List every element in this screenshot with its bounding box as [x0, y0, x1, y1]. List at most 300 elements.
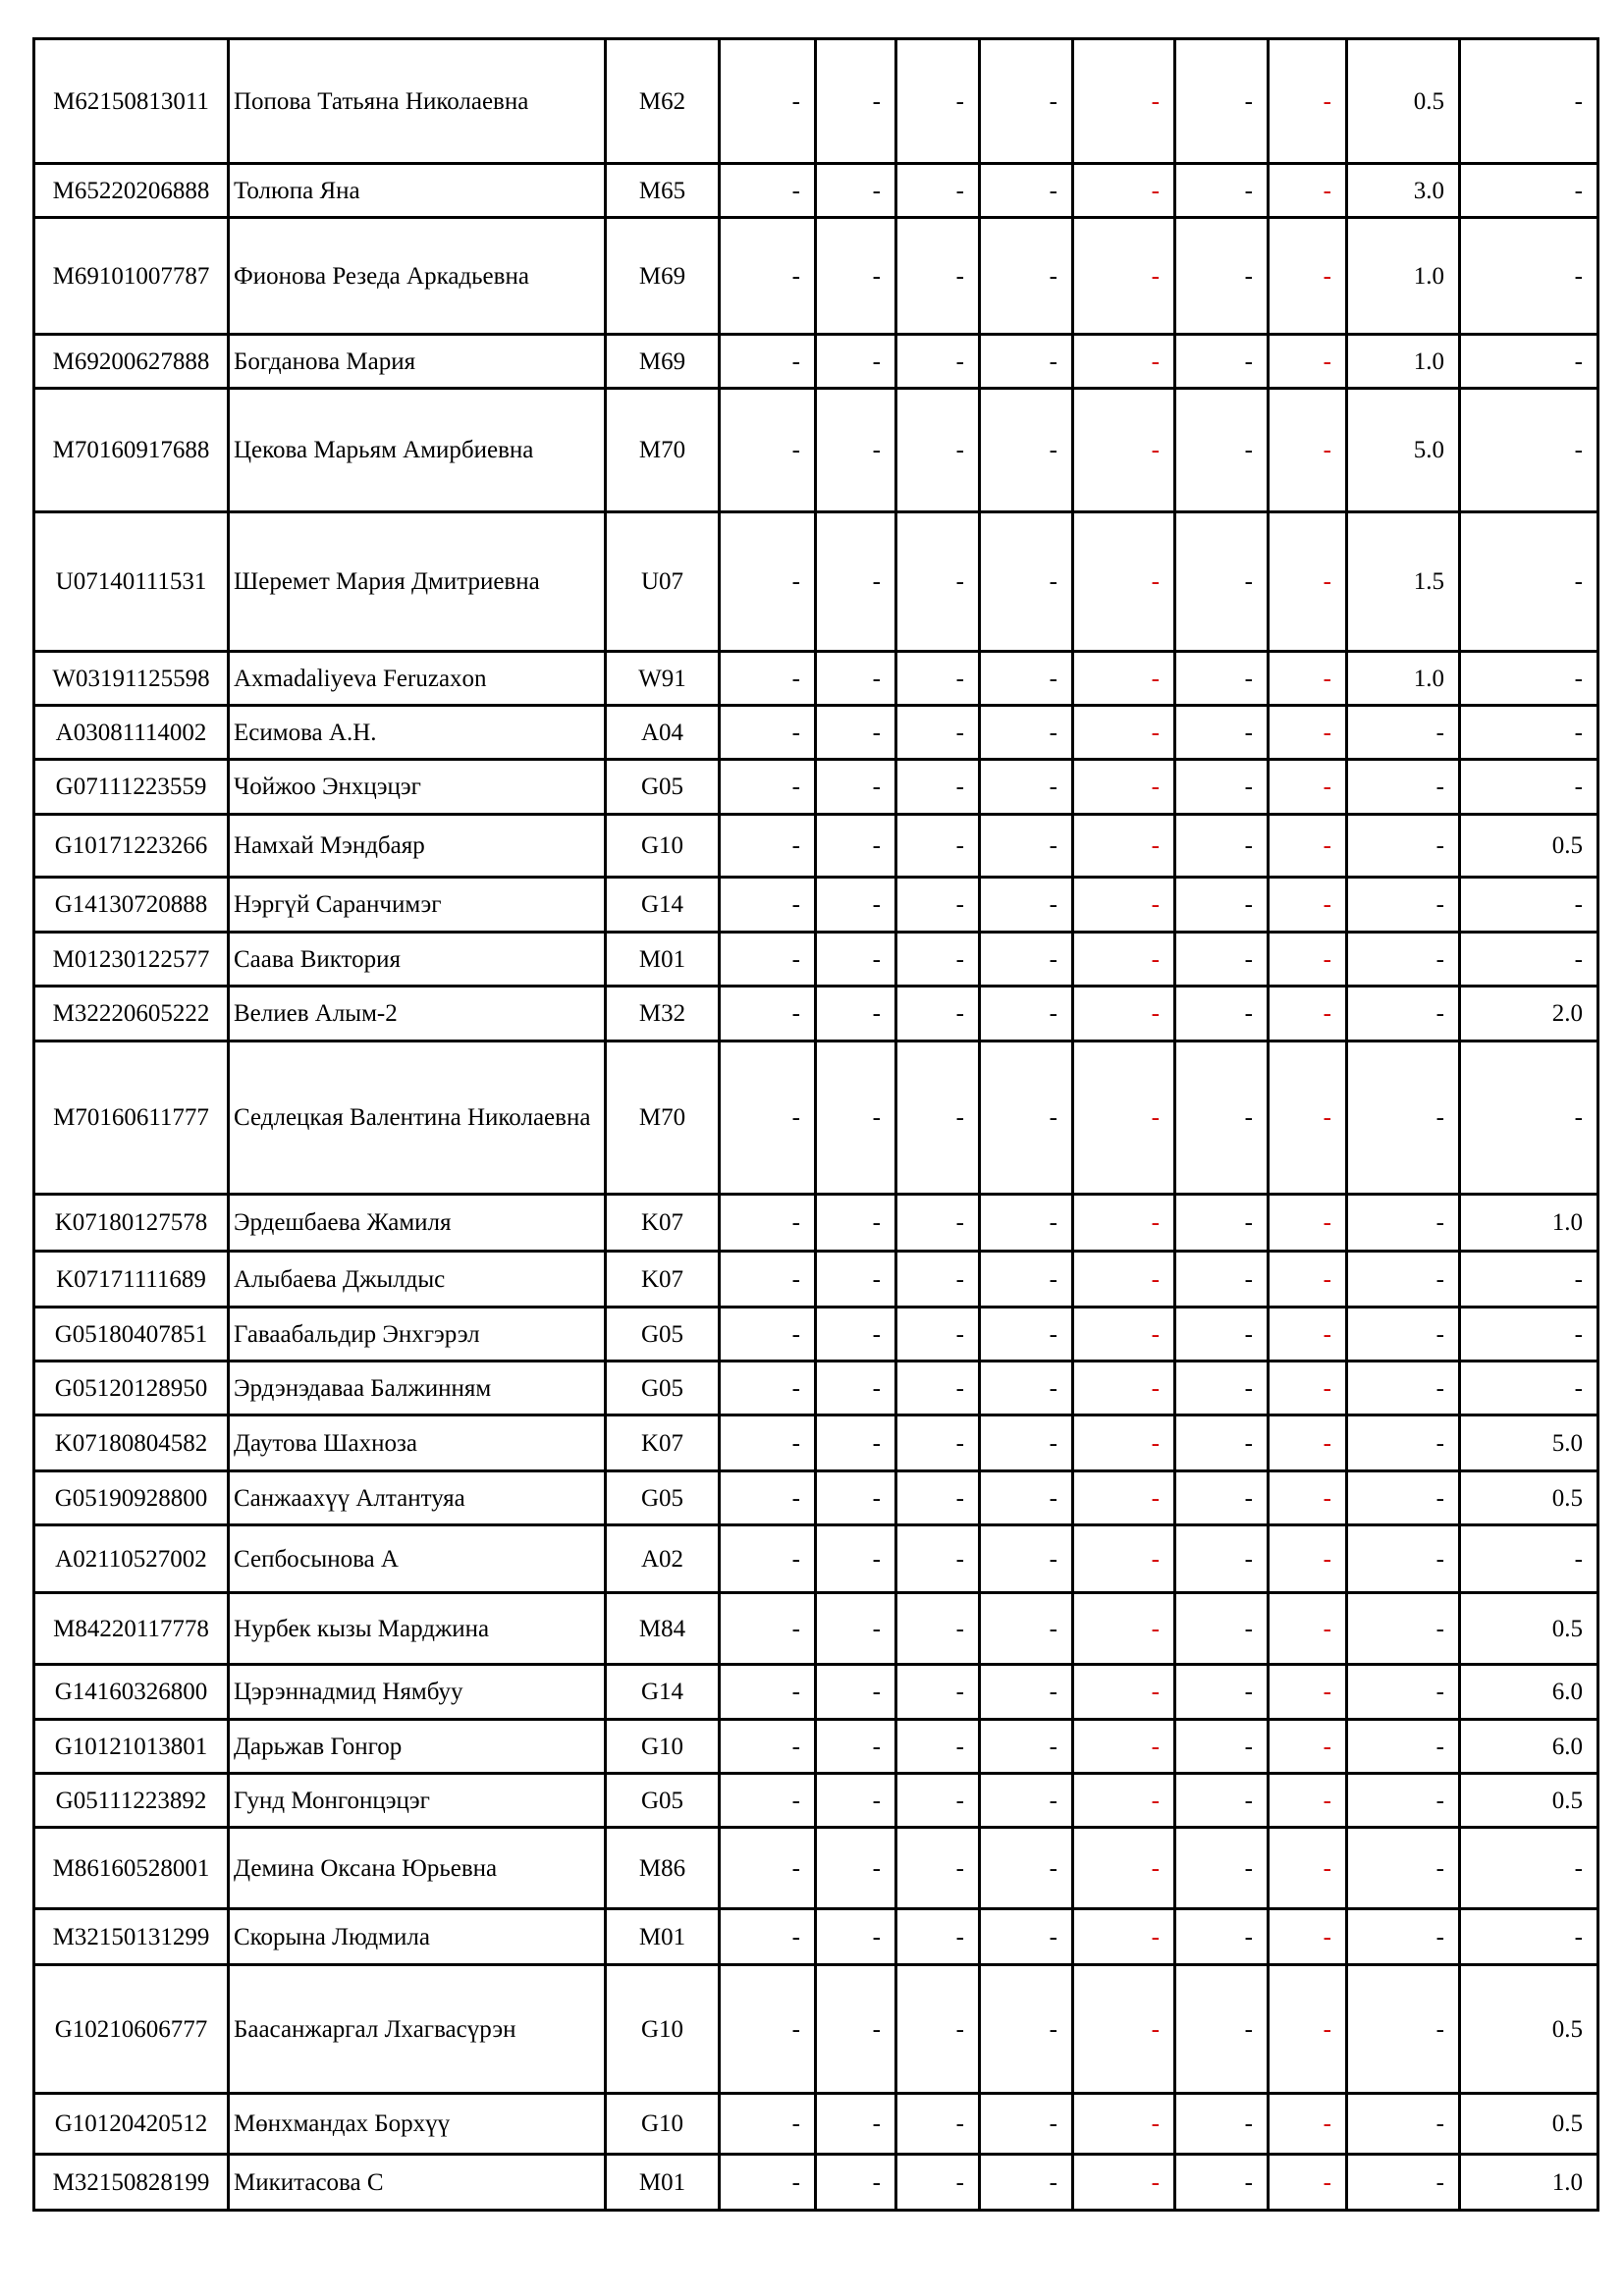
value-cell: 1.5	[1347, 512, 1460, 652]
value-cell: -	[720, 164, 816, 218]
value-cell: -	[1347, 1308, 1460, 1362]
value-cell: -	[1073, 1593, 1175, 1665]
code-cell: M65	[606, 164, 720, 218]
value-cell: -	[980, 1041, 1073, 1195]
value-cell: -	[720, 335, 816, 389]
value-cell: -	[720, 39, 816, 164]
value-cell: 3.0	[1347, 164, 1460, 218]
id-cell: G07111223559	[34, 760, 229, 815]
value-cell: -	[1347, 1525, 1460, 1593]
value-cell: -	[1175, 1415, 1269, 1471]
name-cell: Велиев Алым-2	[229, 987, 606, 1041]
value-cell: -	[896, 1415, 980, 1471]
value-cell: -	[1460, 760, 1598, 815]
value-cell: -	[816, 1471, 896, 1525]
value-cell: -	[1073, 1774, 1175, 1828]
value-cell: -	[896, 1828, 980, 1909]
value-cell: -	[1269, 2155, 1347, 2211]
code-cell: A04	[606, 706, 720, 760]
value-cell: -	[980, 2094, 1073, 2155]
code-cell: K07	[606, 1195, 720, 1252]
value-cell: -	[980, 218, 1073, 335]
value-cell: -	[980, 1909, 1073, 1965]
id-cell: G05111223892	[34, 1774, 229, 1828]
value-cell: -	[1460, 1828, 1598, 1909]
value-cell: -	[816, 218, 896, 335]
value-cell: 1.0	[1460, 1195, 1598, 1252]
value-cell: -	[1347, 1965, 1460, 2094]
value-cell: -	[980, 1195, 1073, 1252]
table-row	[34, 1415, 1598, 1471]
value-cell: -	[980, 1665, 1073, 1720]
code-cell: M01	[606, 933, 720, 987]
value-cell: -	[720, 2155, 816, 2211]
value-cell: -	[1175, 1665, 1269, 1720]
name-cell: Алыбаева Джылдыс	[229, 1252, 606, 1308]
value-cell: -	[896, 218, 980, 335]
value-cell: -	[816, 1665, 896, 1720]
id-cell: K07171111689	[34, 1252, 229, 1308]
id-cell: M01230122577	[34, 933, 229, 987]
id-cell: M86160528001	[34, 1828, 229, 1909]
value-cell: -	[1347, 1415, 1460, 1471]
value-cell: -	[1073, 389, 1175, 512]
id-cell: M32150131299	[34, 1909, 229, 1965]
value-cell: -	[1269, 164, 1347, 218]
code-cell: M70	[606, 389, 720, 512]
value-cell: -	[816, 1965, 896, 2094]
value-cell: -	[720, 1593, 816, 1665]
value-cell: -	[1269, 1041, 1347, 1195]
table-row	[34, 1041, 1598, 1195]
value-cell: -	[896, 1665, 980, 1720]
name-cell: Цекова Марьям Амирбиевна	[229, 389, 606, 512]
value-cell: -	[1175, 2155, 1269, 2211]
code-cell: M62	[606, 39, 720, 164]
value-cell: -	[720, 815, 816, 878]
value-cell: -	[896, 1525, 980, 1593]
value-cell: -	[816, 2094, 896, 2155]
code-cell: W91	[606, 652, 720, 706]
value-cell: -	[816, 1041, 896, 1195]
value-cell: -	[816, 1593, 896, 1665]
code-cell: M84	[606, 1593, 720, 1665]
value-cell: -	[1347, 1471, 1460, 1525]
value-cell: -	[1347, 878, 1460, 933]
value-cell: -	[980, 760, 1073, 815]
value-cell: -	[1460, 1909, 1598, 1965]
value-cell: -	[980, 1774, 1073, 1828]
value-cell: -	[1269, 2094, 1347, 2155]
value-cell: -	[1073, 1525, 1175, 1593]
value-cell: -	[980, 1593, 1073, 1665]
name-cell: Axmadaliyeva Feruzaxon	[229, 652, 606, 706]
value-cell: -	[720, 1909, 816, 1965]
code-cell: M69	[606, 335, 720, 389]
value-cell: 0.5	[1460, 815, 1598, 878]
value-cell: -	[896, 1252, 980, 1308]
value-cell: -	[896, 987, 980, 1041]
code-cell: G05	[606, 1471, 720, 1525]
value-cell: -	[980, 652, 1073, 706]
value-cell: -	[1347, 815, 1460, 878]
value-cell: -	[1073, 512, 1175, 652]
value-cell: -	[1073, 933, 1175, 987]
value-cell: -	[980, 1965, 1073, 2094]
value-cell: -	[1175, 2094, 1269, 2155]
value-cell: -	[1073, 335, 1175, 389]
value-cell: -	[720, 1525, 816, 1593]
table-row	[34, 1965, 1598, 2094]
id-cell: G10171223266	[34, 815, 229, 878]
name-cell: Скорына Людмила	[229, 1909, 606, 1965]
value-cell: -	[1269, 1195, 1347, 1252]
value-cell: -	[1175, 1195, 1269, 1252]
value-cell: -	[1269, 39, 1347, 164]
id-cell: G05120128950	[34, 1362, 229, 1415]
value-cell: -	[896, 1471, 980, 1525]
value-cell: -	[1269, 1362, 1347, 1415]
value-cell: -	[1073, 1828, 1175, 1909]
value-cell: -	[896, 389, 980, 512]
value-cell: -	[1269, 1965, 1347, 2094]
value-cell: -	[1073, 652, 1175, 706]
value-cell: -	[980, 1525, 1073, 1593]
value-cell: -	[816, 987, 896, 1041]
table-row	[34, 1774, 1598, 1828]
value-cell: -	[1269, 706, 1347, 760]
value-cell: -	[896, 1362, 980, 1415]
value-cell: -	[720, 1308, 816, 1362]
value-cell: -	[1073, 1720, 1175, 1774]
id-cell: G05180407851	[34, 1308, 229, 1362]
name-cell: Намхай Мэндбаяр	[229, 815, 606, 878]
value-cell: -	[896, 1965, 980, 2094]
value-cell: -	[720, 1415, 816, 1471]
value-cell: 5.0	[1347, 389, 1460, 512]
table-row	[34, 1720, 1598, 1774]
value-cell: -	[1073, 815, 1175, 878]
value-cell: -	[1269, 1308, 1347, 1362]
value-cell: -	[1175, 164, 1269, 218]
value-cell: -	[1347, 1252, 1460, 1308]
value-cell: -	[1347, 1720, 1460, 1774]
value-cell: -	[1460, 335, 1598, 389]
value-cell: -	[1175, 1909, 1269, 1965]
value-cell: -	[1460, 512, 1598, 652]
table-row	[34, 2094, 1598, 2155]
value-cell: -	[1269, 1471, 1347, 1525]
value-cell: -	[896, 706, 980, 760]
table-row	[34, 39, 1598, 164]
table-row	[34, 1593, 1598, 1665]
value-cell: -	[1269, 1252, 1347, 1308]
table-row	[34, 878, 1598, 933]
name-cell: Микитасова С	[229, 2155, 606, 2211]
code-cell: U07	[606, 512, 720, 652]
value-cell: -	[1269, 987, 1347, 1041]
id-cell: K07180804582	[34, 1415, 229, 1471]
name-cell: Цэрэннадмид Нямбуу	[229, 1665, 606, 1720]
name-cell: Чойжоо Энхцэцэг	[229, 760, 606, 815]
code-cell: G10	[606, 815, 720, 878]
id-cell: G10121013801	[34, 1720, 229, 1774]
id-cell: G14160326800	[34, 1665, 229, 1720]
code-cell: G05	[606, 1308, 720, 1362]
value-cell: -	[896, 2155, 980, 2211]
value-cell: -	[720, 1041, 816, 1195]
value-cell: -	[1269, 933, 1347, 987]
value-cell: -	[896, 1195, 980, 1252]
value-cell: -	[980, 706, 1073, 760]
value-cell: -	[816, 1195, 896, 1252]
code-cell: G10	[606, 1720, 720, 1774]
value-cell: -	[896, 335, 980, 389]
value-cell: -	[1269, 1909, 1347, 1965]
table-row	[34, 1308, 1598, 1362]
value-cell: -	[816, 1362, 896, 1415]
value-cell: -	[1175, 1362, 1269, 1415]
value-cell: -	[816, 1252, 896, 1308]
value-cell: -	[896, 1774, 980, 1828]
value-cell: -	[1175, 878, 1269, 933]
id-cell: M69101007787	[34, 218, 229, 335]
value-cell: -	[1269, 389, 1347, 512]
id-cell: M70160611777	[34, 1041, 229, 1195]
value-cell: -	[816, 706, 896, 760]
value-cell: 0.5	[1347, 39, 1460, 164]
value-cell: 1.0	[1460, 2155, 1598, 2211]
value-cell: -	[816, 1909, 896, 1965]
code-cell: G14	[606, 878, 720, 933]
value-cell: -	[1347, 1593, 1460, 1665]
table-row	[34, 1525, 1598, 1593]
value-cell: -	[1073, 1195, 1175, 1252]
value-cell: -	[1073, 706, 1175, 760]
name-cell: Богданова Мария	[229, 335, 606, 389]
value-cell: -	[1347, 760, 1460, 815]
value-cell: -	[1269, 652, 1347, 706]
value-cell: -	[980, 933, 1073, 987]
value-cell: -	[896, 512, 980, 652]
value-cell: -	[816, 164, 896, 218]
id-cell: K07180127578	[34, 1195, 229, 1252]
value-cell: -	[1175, 335, 1269, 389]
code-cell: G05	[606, 1774, 720, 1828]
value-cell: -	[1460, 933, 1598, 987]
value-cell: -	[1175, 39, 1269, 164]
table-row	[34, 2155, 1598, 2211]
code-cell: K07	[606, 1252, 720, 1308]
value-cell: -	[720, 1828, 816, 1909]
value-cell: -	[980, 1720, 1073, 1774]
value-cell: -	[816, 1525, 896, 1593]
value-cell: -	[1175, 706, 1269, 760]
name-cell: Демина Оксана Юрьевна	[229, 1828, 606, 1909]
table-row	[34, 987, 1598, 1041]
value-cell: -	[896, 933, 980, 987]
code-cell: M86	[606, 1828, 720, 1909]
value-cell: -	[1073, 1909, 1175, 1965]
table-row	[34, 1195, 1598, 1252]
name-cell: Сепбосынова А	[229, 1525, 606, 1593]
value-cell: -	[1073, 760, 1175, 815]
table-row	[34, 1362, 1598, 1415]
table-row	[34, 1665, 1598, 1720]
value-cell: -	[896, 878, 980, 933]
name-cell: Даутова Шахноза	[229, 1415, 606, 1471]
value-cell: -	[816, 335, 896, 389]
value-cell: -	[816, 933, 896, 987]
value-cell: -	[720, 1965, 816, 2094]
value-cell: -	[896, 39, 980, 164]
code-cell: M70	[606, 1041, 720, 1195]
id-cell: G10120420512	[34, 2094, 229, 2155]
value-cell: -	[1073, 164, 1175, 218]
value-cell: 0.5	[1460, 1471, 1598, 1525]
value-cell: -	[1073, 1471, 1175, 1525]
value-cell: -	[1460, 164, 1598, 218]
value-cell: -	[980, 389, 1073, 512]
value-cell: -	[1347, 1041, 1460, 1195]
id-cell: U07140111531	[34, 512, 229, 652]
value-cell: -	[1347, 933, 1460, 987]
value-cell: -	[1269, 1665, 1347, 1720]
table-body	[34, 39, 1598, 2211]
value-cell: -	[980, 39, 1073, 164]
value-cell: -	[980, 1308, 1073, 1362]
name-cell: Эрдэнэдаваа Балжинням	[229, 1362, 606, 1415]
value-cell: -	[720, 987, 816, 1041]
value-cell: -	[816, 512, 896, 652]
code-cell: M32	[606, 987, 720, 1041]
value-cell: -	[896, 652, 980, 706]
value-cell: -	[1347, 987, 1460, 1041]
value-cell: -	[896, 1909, 980, 1965]
value-cell: -	[980, 1415, 1073, 1471]
table-row	[34, 706, 1598, 760]
value-cell: -	[1175, 1471, 1269, 1525]
value-cell: -	[1175, 987, 1269, 1041]
value-cell: -	[1460, 1362, 1598, 1415]
value-cell: -	[1460, 1525, 1598, 1593]
value-cell: -	[720, 218, 816, 335]
value-cell: -	[896, 760, 980, 815]
value-cell: -	[980, 512, 1073, 652]
value-cell: -	[1175, 1720, 1269, 1774]
table-row	[34, 512, 1598, 652]
value-cell: 0.5	[1460, 1593, 1598, 1665]
value-cell: -	[980, 164, 1073, 218]
value-cell: -	[1175, 1593, 1269, 1665]
value-cell: -	[816, 815, 896, 878]
value-cell: -	[1347, 2094, 1460, 2155]
name-cell: Нурбек кызы Марджина	[229, 1593, 606, 1665]
value-cell: -	[1073, 1308, 1175, 1362]
value-cell: -	[816, 1774, 896, 1828]
name-cell: Баасанжаргал Лхагвасүрэн	[229, 1965, 606, 2094]
code-cell: G05	[606, 1362, 720, 1415]
value-cell: -	[1175, 1774, 1269, 1828]
value-cell: -	[1269, 1525, 1347, 1593]
table-row	[34, 1471, 1598, 1525]
value-cell: 0.5	[1460, 1965, 1598, 2094]
value-cell: -	[1460, 39, 1598, 164]
table-row	[34, 1828, 1598, 1909]
id-cell: M84220117778	[34, 1593, 229, 1665]
value-cell: -	[980, 878, 1073, 933]
value-cell: -	[1347, 1362, 1460, 1415]
value-cell: -	[720, 2094, 816, 2155]
value-cell: -	[1460, 218, 1598, 335]
value-cell: -	[1073, 878, 1175, 933]
value-cell: -	[720, 1252, 816, 1308]
value-cell: -	[1269, 1720, 1347, 1774]
value-cell: -	[1269, 512, 1347, 652]
name-cell: Толюпа Яна	[229, 164, 606, 218]
value-cell: -	[720, 512, 816, 652]
name-cell: Эрдешбаева Жамиля	[229, 1195, 606, 1252]
value-cell: -	[720, 933, 816, 987]
name-cell: Гунд Монгонцэцэг	[229, 1774, 606, 1828]
code-cell: G14	[606, 1665, 720, 1720]
id-cell: M32150828199	[34, 2155, 229, 2211]
value-cell: -	[816, 1720, 896, 1774]
id-cell: M62150813011	[34, 39, 229, 164]
value-cell: -	[980, 1828, 1073, 1909]
value-cell: -	[1460, 1041, 1598, 1195]
value-cell: -	[720, 1471, 816, 1525]
value-cell: -	[1073, 1965, 1175, 2094]
id-cell: W03191125598	[34, 652, 229, 706]
name-cell: Попова Татьяна Николаевна	[229, 39, 606, 164]
value-cell: -	[1175, 389, 1269, 512]
table-row	[34, 164, 1598, 218]
value-cell: -	[816, 1415, 896, 1471]
table-row	[34, 1252, 1598, 1308]
code-cell: M69	[606, 218, 720, 335]
value-cell: -	[816, 389, 896, 512]
value-cell: -	[896, 815, 980, 878]
value-cell: -	[1269, 335, 1347, 389]
value-cell: 6.0	[1460, 1720, 1598, 1774]
value-cell: 2.0	[1460, 987, 1598, 1041]
value-cell: -	[1460, 1252, 1598, 1308]
table-row	[34, 218, 1598, 335]
value-cell: -	[980, 335, 1073, 389]
id-cell: M70160917688	[34, 389, 229, 512]
value-cell: -	[1073, 1665, 1175, 1720]
value-cell: -	[816, 652, 896, 706]
value-cell: -	[1175, 512, 1269, 652]
value-cell: -	[896, 1593, 980, 1665]
value-cell: -	[896, 1720, 980, 1774]
name-cell: Гаваабальдир Энхгэрэл	[229, 1308, 606, 1362]
value-cell: -	[896, 164, 980, 218]
value-cell: -	[1073, 1041, 1175, 1195]
value-cell: -	[816, 760, 896, 815]
name-cell: Есимова А.Н.	[229, 706, 606, 760]
value-cell: -	[1269, 878, 1347, 933]
id-cell: A03081114002	[34, 706, 229, 760]
code-cell: K07	[606, 1415, 720, 1471]
value-cell: -	[1269, 760, 1347, 815]
name-cell: Нэргүй Саранчимэг	[229, 878, 606, 933]
name-cell: Саава Виктория	[229, 933, 606, 987]
value-cell: -	[1269, 1415, 1347, 1471]
id-cell: M65220206888	[34, 164, 229, 218]
value-cell: -	[1460, 878, 1598, 933]
